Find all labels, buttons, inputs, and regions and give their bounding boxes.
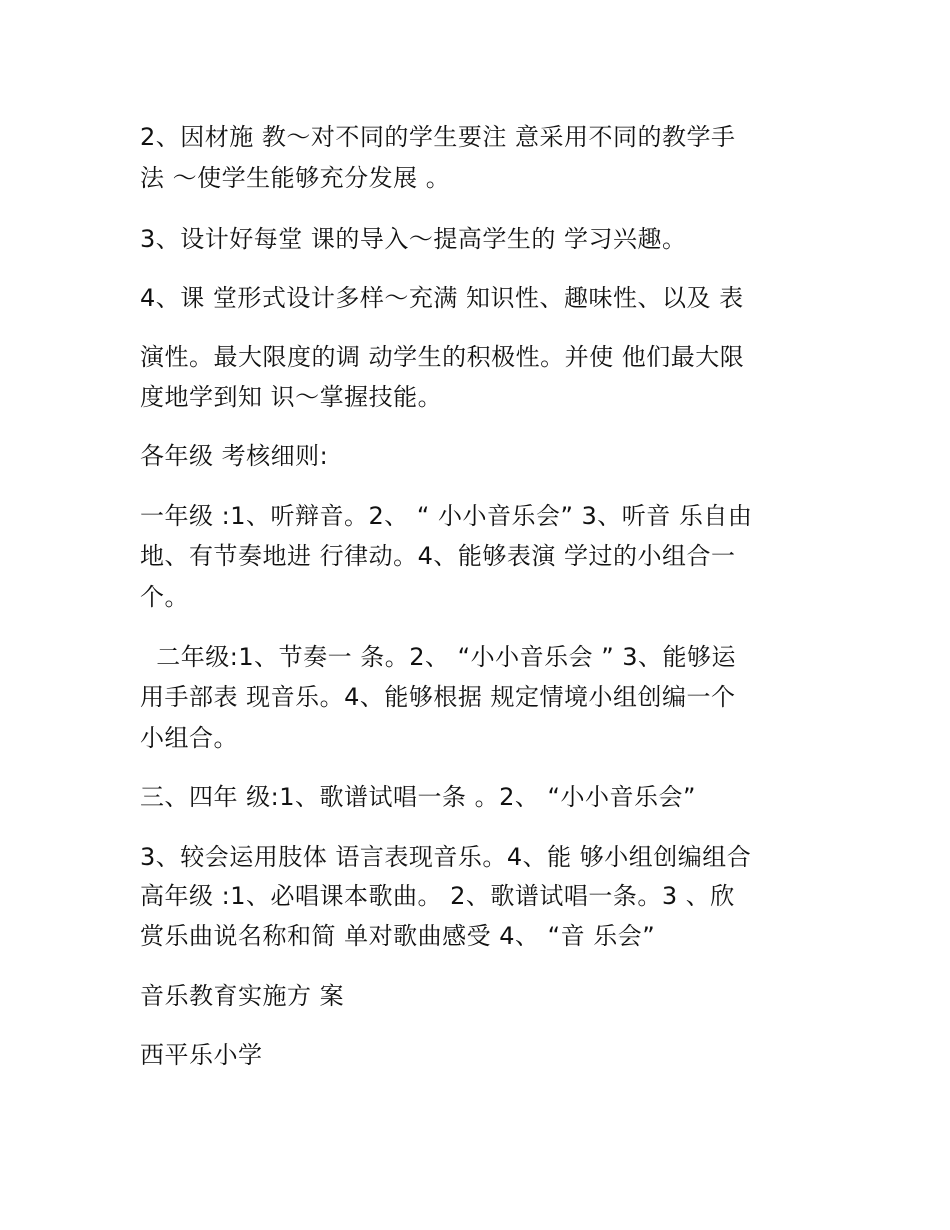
text-line: 用手部表 现音乐。4、能够根据 规定情境小组创编一个 (140, 683, 736, 711)
text-line: 3、较会运用肢体 语言表现音乐。4、能 够小组创编组合 (140, 843, 752, 871)
text-line: 演性。最大限度的调 动学生的积极性。并使 他们最大限 (140, 343, 745, 371)
text-line: 法 ～使学生能够充分发展 。 (140, 164, 451, 192)
text-line: 小组合。 (140, 724, 238, 752)
text-line: 高年级 :1、必唱课本歌曲。 2、歌谱试唱一条。3 、欣 (140, 882, 735, 910)
text-line: 赏乐曲说名称和简 单对歌曲感受 4、 “音 乐会” (140, 922, 656, 950)
text-line: 三、四年 级:1、歌谱试唱一条 。2、 “小小音乐会” (140, 783, 696, 811)
text-line: 二年级:1、节奏一 条。2、 “小小音乐会 ” 3、能够运 (140, 643, 737, 671)
text-line: 2、因材施 教～对不同的学生要注 意采用不同的教学手 (140, 123, 736, 151)
section-heading: 各年级 考核细则: (140, 442, 329, 470)
text-line: 个。 (140, 583, 189, 611)
document-title: 音乐教育实施方 案 (140, 982, 345, 1010)
text-line: 度地学到知 识～掌握技能。 (140, 383, 443, 411)
school-name: 西平乐小学 (140, 1041, 263, 1069)
text-line: 一年级 :1、听辩音。2、 “ 小小音乐会” 3、听音 乐自由 (140, 502, 753, 530)
text-line: 地、有节奏地进 行律动。4、能够表演 学过的小组合一 (140, 542, 736, 570)
text-line: 4、课 堂形式设计多样～充满 知识性、趣味性、以及 表 (140, 284, 744, 312)
text-line: 3、设计好每堂 课的导入～提高学生的 学习兴趣。 (140, 225, 687, 253)
